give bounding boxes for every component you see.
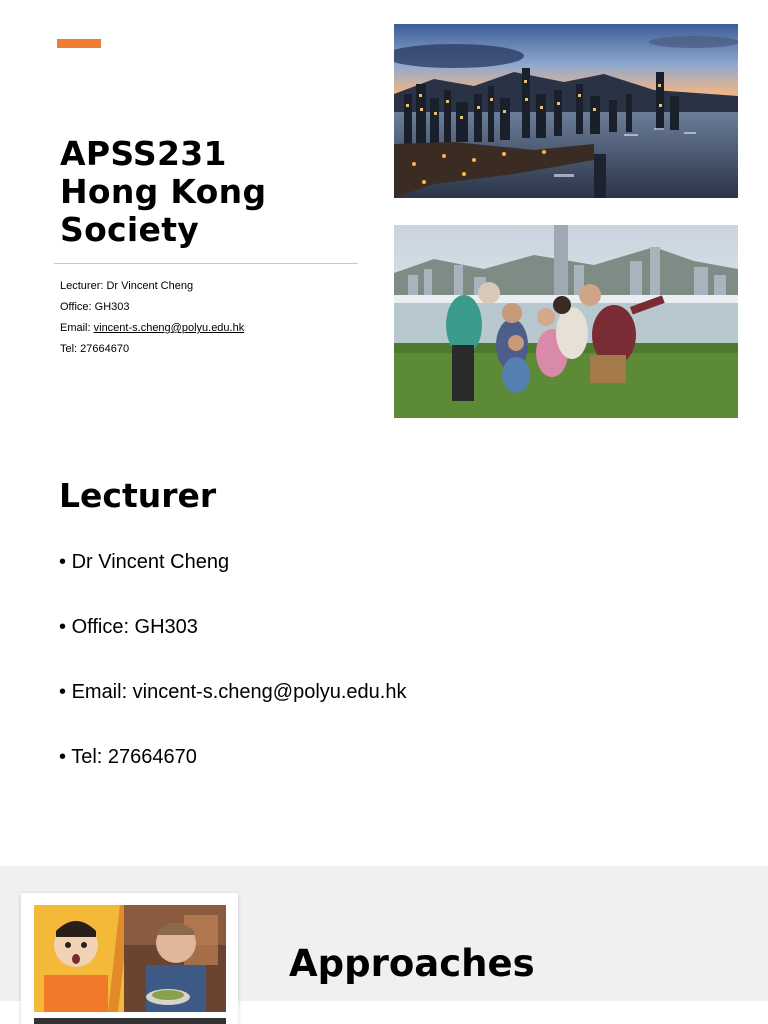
contact-details: [60, 279, 244, 363]
approaches-thumbnail-lower: [34, 1018, 226, 1024]
lecturer-bullet-list: [59, 549, 406, 809]
course-title: [60, 135, 266, 249]
contact-lecturer: Lecturer: Dr Vincent Cheng: [60, 280, 194, 292]
approaches-heading: Approaches: [289, 942, 535, 985]
family-selfie-photo: [394, 225, 738, 418]
title-line: APSS231: [60, 134, 227, 173]
title-line: Hong Kong: [60, 172, 267, 211]
contact-email-label: Email:: [60, 322, 94, 334]
contact-email-link[interactable]: vincent-s.cheng@polyu.edu.hk: [93, 322, 245, 334]
accent-bar: [57, 39, 101, 48]
bullet-item-office: • Office: GH303: [59, 614, 406, 679]
bullet-item-name: • Dr Vincent Cheng: [59, 549, 406, 614]
lecturer-heading: Lecturer: [59, 476, 217, 515]
hong-kong-skyline-photo: [394, 24, 738, 198]
contact-tel: Tel: 27664670: [60, 343, 130, 355]
contact-office: Office: GH303: [60, 301, 130, 313]
contact-email-line: [60, 321, 244, 342]
bullet-item-email: • Email: vincent-s.cheng@polyu.edu.hk: [59, 679, 406, 744]
title-divider: [54, 263, 358, 264]
title-line: Society: [60, 210, 200, 249]
bullet-item-tel: • Tel: 27664670: [59, 744, 406, 809]
approaches-image-card: [21, 893, 238, 1024]
approaches-thumbnail: [34, 905, 226, 1012]
